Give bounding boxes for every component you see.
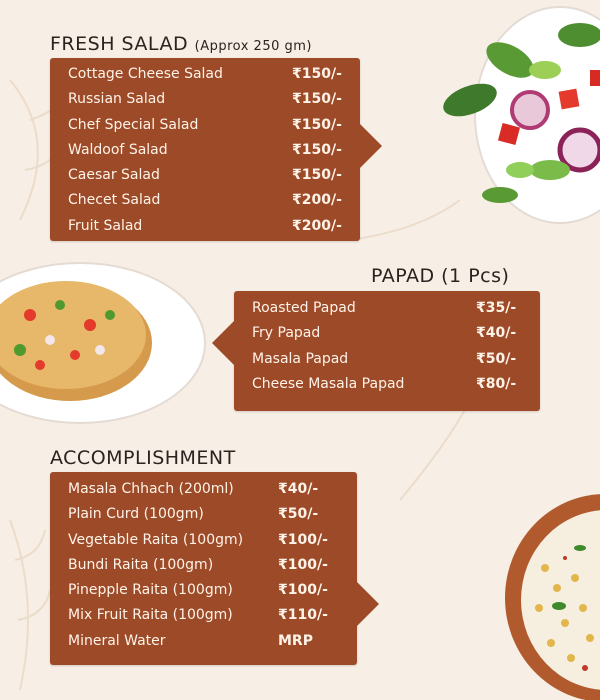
item-name: Chef Special Salad [68,116,199,133]
menu-item [68,528,328,553]
item-name: Fruit Salad [68,217,143,234]
menu-item [68,87,342,112]
accomplishment-panel [50,472,357,665]
item-name: Mix Fruit Raita (100gm) [68,607,233,624]
item-price: ₹100/- [278,582,328,599]
item-price: ₹50/- [476,350,517,367]
item-name: Fry Papad [252,325,321,342]
item-price: ₹150/- [292,91,342,108]
item-price: ₹150/- [292,167,342,184]
item-name: Caesar Salad [68,167,160,184]
fresh-salad-heading [50,33,312,55]
papad-title: PAPAD (1 Pcs) [371,265,510,287]
item-price: ₹110/- [278,607,328,624]
item-name: Checet Salad [68,192,161,209]
item-name: Vegetable Raita (100gm) [68,531,244,548]
papad-plate-image [0,255,215,430]
item-name: Bundi Raita (100gm) [68,556,214,573]
item-price: ₹100/- [278,531,328,548]
item-price: ₹200/- [292,192,342,209]
fresh-salad-title: FRESH SALAD [50,33,189,55]
item-name: Russian Salad [68,91,166,108]
item-name: Mineral Water [68,632,166,649]
item-name: Roasted Papad [252,300,356,316]
menu-item [68,578,328,603]
panel-arrow [357,582,379,626]
menu-item [68,188,342,213]
menu-item [68,138,342,163]
item-price: ₹150/- [292,66,342,82]
menu-item [252,347,517,372]
item-price: ₹150/- [292,116,342,133]
item-price: ₹80/- [476,375,517,392]
panel-arrow [360,124,382,168]
menu-item [68,629,313,654]
menu-item [68,477,319,502]
item-name: Plain Curd (100gm) [68,506,204,523]
fresh-salad-subtitle: (Approx 250 gm) [194,39,312,54]
item-price: MRP [278,632,313,649]
item-price: ₹100/- [278,556,328,573]
item-name: Cottage Cheese Salad [68,66,223,82]
papad-heading [371,265,509,287]
menu-item [68,113,342,138]
salad-plate-image [440,0,600,230]
item-price: ₹35/- [476,300,517,316]
menu-item [68,502,319,527]
fresh-salad-panel [50,58,360,241]
item-name: Cheese Masala Papad [252,375,405,392]
raita-bowl-image [495,488,600,700]
menu-item [252,296,517,321]
menu-item [68,62,342,87]
panel-arrow [212,321,234,365]
item-name: Masala Chhach (200ml) [68,481,234,497]
menu-item [252,372,517,397]
papad-panel [234,291,540,411]
item-name: Masala Papad [252,350,349,367]
menu-item [68,163,342,188]
item-price: ₹40/- [278,481,319,497]
item-price: ₹150/- [292,141,342,158]
accomplishment-title: ACCOMPLISHMENT [50,447,236,469]
item-price: ₹40/- [476,325,517,342]
menu-item [68,553,328,578]
accomplishment-heading [50,447,236,469]
menu-item [252,321,517,346]
menu-item [68,603,328,628]
item-name: Pinepple Raita (100gm) [68,582,233,599]
menu-item [68,214,342,239]
item-price: ₹200/- [292,217,342,234]
item-name: Waldoof Salad [68,141,168,158]
item-price: ₹50/- [278,506,319,523]
